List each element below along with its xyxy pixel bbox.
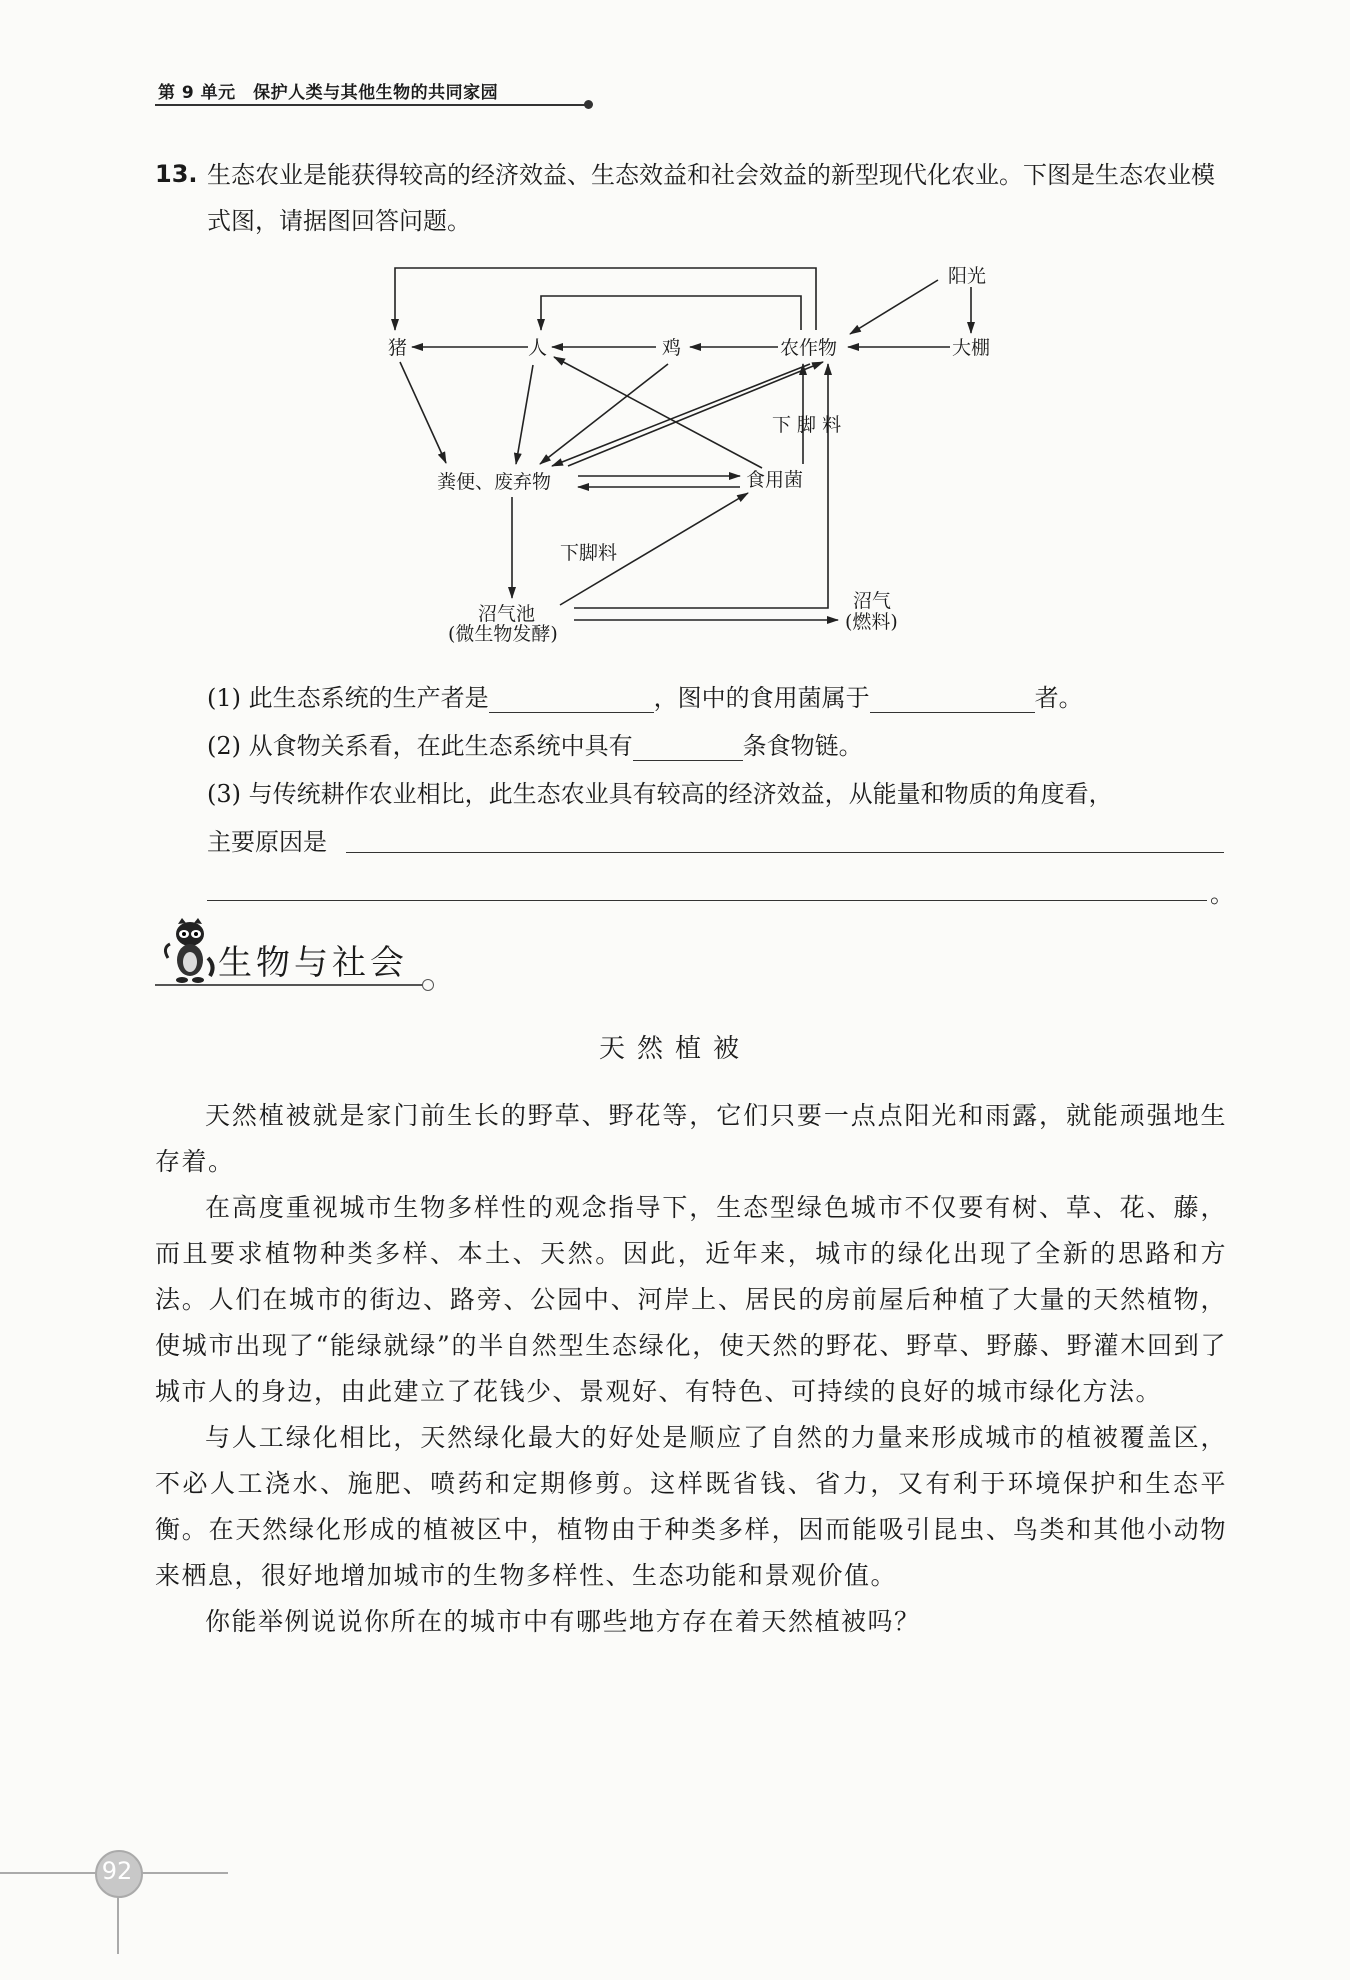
subquestion-3: (3) 与传统耕作农业相比，此生态农业具有较高的经济效益，从能量和物质的角度看， — [207, 780, 1113, 808]
node-biogas-pool: 沼气池 — [478, 603, 536, 625]
article-paragraph-2: 在高度重视城市生物多样性的观念指导下，生态型绿色城市不仅要有树、草、花、藤，而且要求植物种类多样、本土、天然。因此，近年来，城市的绿化出现了全新的思路和方法。人们在城市的街边、路旁、公园中、河岸上、居民的房前屋后种植了大量的天然植物，使城市出现了“能绿就绿”的半自然型生态绿化，使天然的野花、野草、野藤、野灌木回到了城市人的身边，由此建立了花钱少、景观好、有特色、可持续的良好的城市绿化方法。 — [155, 1193, 1227, 1406]
article-paragraph-1: 天然植被就是家门前生长的野草、野花等，它们只要一点点阳光和雨露，就能顽强地生存着。 — [155, 1101, 1227, 1176]
subquestion-2 — [207, 726, 863, 761]
subquestion-1-text-a: (1) 此生态系统的生产者是 — [207, 684, 489, 712]
node-greenhouse: 大棚 — [952, 337, 991, 359]
eco-agriculture-diagram — [0, 0, 1350, 700]
arrow-crops-human — [541, 296, 801, 330]
answer-blank-mushroom-role[interactable] — [870, 684, 1035, 713]
label-leftover-vertical: 下 脚 料 — [772, 414, 842, 436]
subquestion-2-text-a: (2) 从食物关系看，在此生态系统中具有 — [207, 732, 633, 760]
page-number-stem — [117, 1894, 119, 1954]
question-number: 13. — [155, 160, 198, 188]
node-chicken: 鸡 — [662, 337, 682, 359]
node-human: 人 — [528, 337, 548, 359]
subquestion-2-text-b: 条食物链。 — [742, 732, 863, 760]
arrow-mushroom-human — [554, 357, 762, 468]
article-paragraph-4: 你能举例说说你所在的城市中有哪些地方存在着天然植被吗？ — [205, 1607, 921, 1636]
answer-blank-producer[interactable] — [489, 684, 654, 713]
raccoon-mascot-icon — [160, 918, 218, 986]
node-mushroom: 食用菌 — [746, 469, 804, 491]
node-biogas-note: (燃料) — [845, 611, 898, 633]
section-rule-dot — [422, 979, 434, 991]
node-waste: 粪便、废弃物 — [437, 471, 552, 493]
arrow-chicken-waste — [540, 364, 668, 464]
subquestion-1-text-b: ，图中的食用菌属于 — [653, 684, 870, 712]
section-title: 生物与社会 — [218, 943, 408, 983]
section-rule — [155, 984, 425, 986]
node-sunlight: 阳光 — [948, 265, 987, 287]
answer-line-1[interactable] — [346, 852, 1224, 853]
node-biogas: 沼气 — [853, 590, 892, 612]
node-biogas-pool-note: (微生物发酵) — [448, 623, 558, 645]
node-crops: 农作物 — [780, 337, 838, 359]
arrow-sunlight-crops — [850, 280, 938, 334]
answer-end-mark: 。 — [1210, 880, 1234, 908]
unit-header-title: 第 9 单元 保护人类与其他生物的共同家园 — [158, 83, 499, 103]
arrow-human-waste — [516, 365, 533, 464]
subquestion-3-cont: 主要原因是 — [207, 828, 327, 856]
page-number: 92 — [101, 1857, 133, 1885]
arrow-crops-pig — [395, 268, 816, 330]
answer-blank-food-chains[interactable] — [633, 732, 743, 761]
answer-line-2[interactable] — [207, 900, 1207, 901]
article-body — [155, 1093, 1227, 1645]
arrow-pig-waste — [400, 362, 446, 463]
node-pig: 猪 — [388, 337, 408, 359]
question-stem: 生态农业是能获得较高的经济效益、生态效益和社会效益的新型现代化农业。下图是生态农业模式图，请据图回答问题。 — [207, 161, 1215, 235]
subquestion-1-text-c: 者。 — [1034, 684, 1083, 712]
article-paragraph-3: 与人工绿化相比，天然绿化最大的好处是顺应了自然的力量来形成城市的植被覆盖区，不必人工浇水、施肥、喷药和定期修剪。这样既省钱、省力，又有利于环境保护和生态平衡。在天然绿化形成的植被区中，植物由于种类多样，因而能吸引昆虫、鸟类和其他小动物来栖息，很好地增加城市的生物多样性、生态功能和景观价值。 — [155, 1423, 1227, 1590]
article-title: 天然植被 — [598, 1034, 751, 1064]
subquestion-1 — [207, 678, 1083, 713]
label-leftover-diagonal: 下脚料 — [560, 542, 618, 564]
